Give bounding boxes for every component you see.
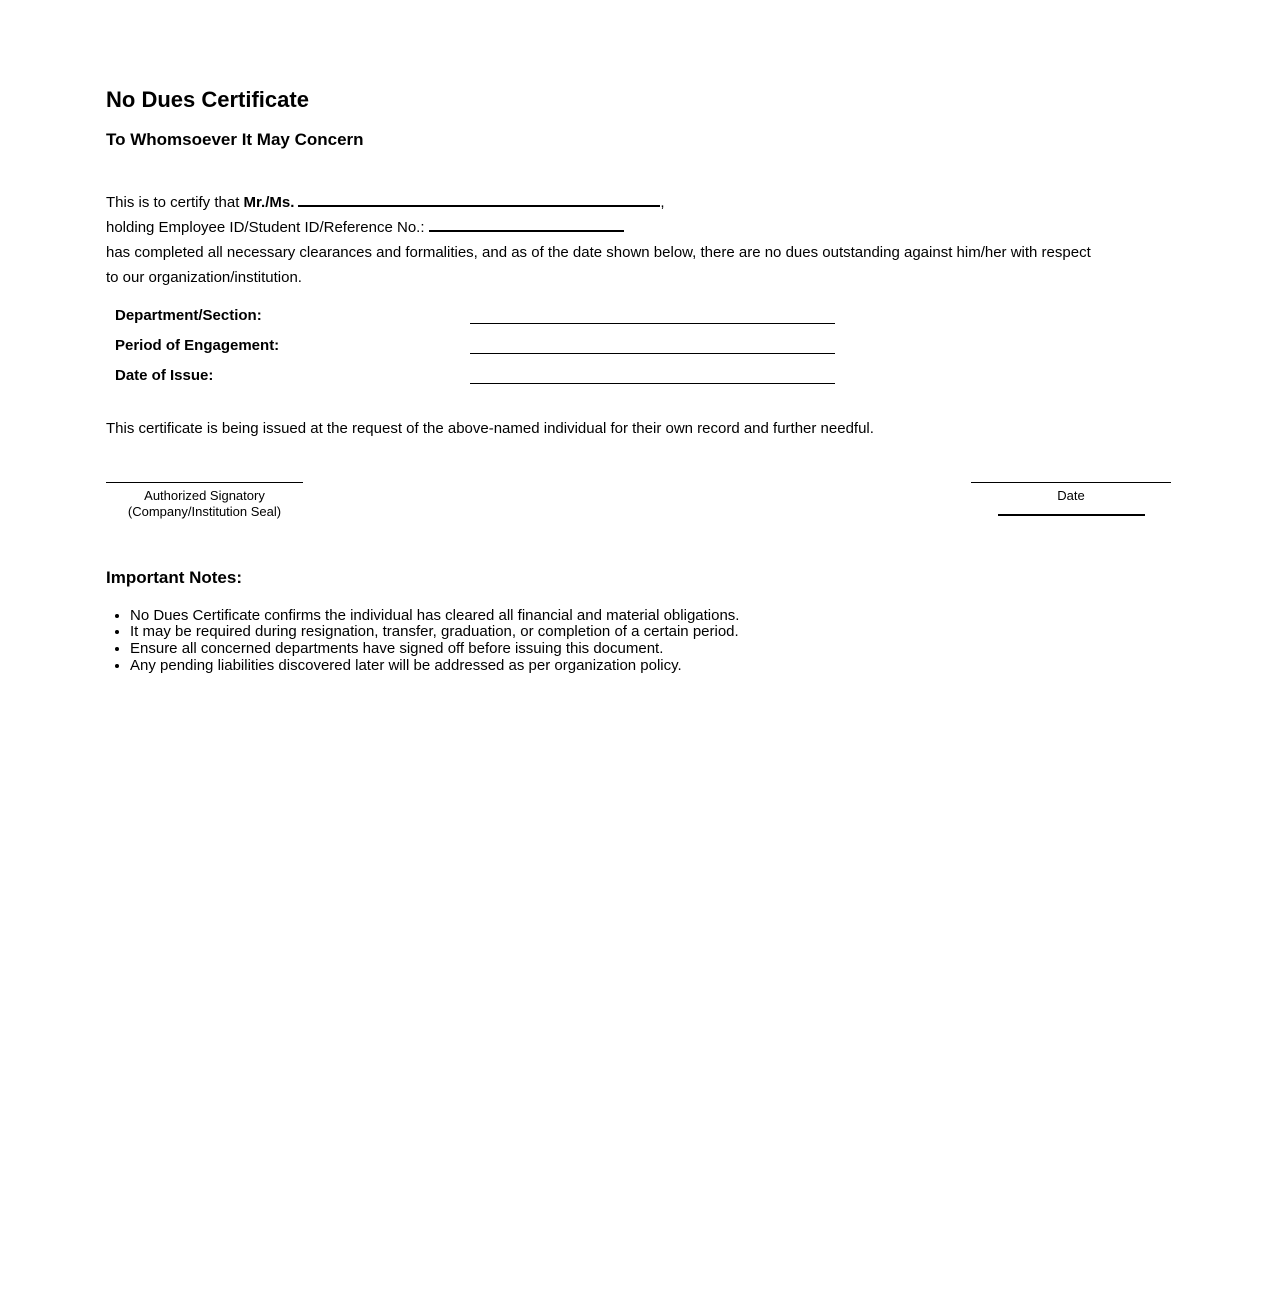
note-item-1: • No Dues Certificate confirms the individual has cleared all financial and material obligations. [130,608,1171,625]
document-subtitle: To Whomsoever It May Concern [106,130,364,150]
body-text-line-2: to our organization/institution. [106,268,302,286]
period-of-engagement-label: Period of Engagement: [115,336,280,354]
page-title: No Dues Certificate [106,87,309,112]
important-notes-heading: Important Notes: [106,567,242,587]
department-section-blank-line [470,307,835,324]
important-notes-list [106,608,1171,674]
date-of-issue-label: Date of Issue: [115,366,214,384]
fields-section [106,307,1171,384]
note-item-4: • Any pending liabilities discovered later will be addressed as per organization policy. [130,658,1171,675]
date-signature-line [971,482,1171,483]
holding-line-text: holding Employee ID/Student ID/Reference No.: [106,218,425,236]
signatory-signature-line [106,482,303,483]
authorized-signatory-label: Authorized Signatory [144,487,265,503]
name-blank-line [298,195,660,207]
certify-prefix-text: This is to certify that [106,193,240,211]
date-blank-line [998,514,1145,516]
date-of-issue-blank-line [470,367,835,384]
holding-line [106,215,1171,240]
company-seal-label: (Company/Institution Seal) [127,503,282,519]
signature-section [106,482,1171,520]
authorized-signatory-block [106,482,303,520]
after-name-comma: , [660,193,665,211]
reference-no-blank-line [429,220,624,232]
period-of-engagement-blank-line [470,337,835,354]
note-item-3: • Ensure all concerned departments have signed off before issuing this document. [130,641,1171,658]
department-section-label: Department/Section: [115,306,262,324]
note-item-2: • It may be required during resignation, transfer, graduation, or completion of a certain period. [130,624,1171,641]
field-row-period [115,337,1171,354]
field-row-date-of-issue [115,367,1171,384]
issuance-note: This certificate is being issued at the request of the above-named individual for their own record and further needful. [106,419,874,437]
body-text-line-1: has completed all necessary clearances and formalities, and as of the date shown below, there are no dues outstanding against him/her with respect [106,243,1091,261]
date-label: Date [1057,487,1085,503]
salutation-text: Mr./Ms. [243,193,295,211]
field-row-department [115,307,1171,324]
certify-line [106,190,1171,215]
date-block [971,482,1171,520]
intro-paragraph [106,190,1171,290]
